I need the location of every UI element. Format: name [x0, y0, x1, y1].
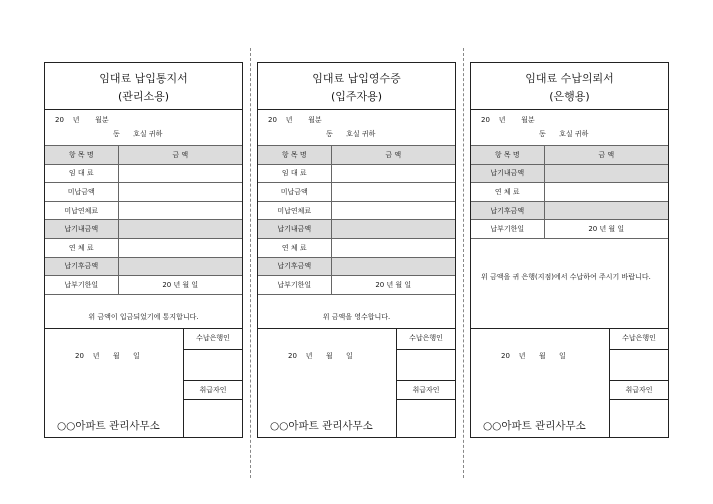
table-row [471, 164, 668, 183]
row-value[interactable] [118, 220, 242, 239]
office-name: ○○아파트 관리사무소 [483, 420, 586, 432]
cut-line-2 [463, 48, 464, 478]
table-header-row [45, 146, 242, 165]
row-label: 납부기한일 [45, 276, 118, 295]
table-row [258, 164, 455, 183]
table-row [471, 220, 668, 239]
row-value[interactable] [118, 257, 242, 276]
office-name: ○○아파트 관리사무소 [270, 420, 373, 432]
form-subtitle: (입주자용) [330, 90, 383, 103]
table-row [45, 164, 242, 183]
amount-table [471, 145, 668, 239]
notice-text: 위 금액이 입금되었기에 통지합니다. [88, 313, 199, 321]
row-value[interactable] [331, 183, 455, 202]
issue-date: 20 년 월 일 [75, 352, 140, 360]
stamp-box [183, 328, 242, 437]
row-value[interactable] [331, 257, 455, 276]
header-amount: 금 액 [331, 146, 455, 165]
table-row [45, 183, 242, 202]
dong-line: 동 호실 귀하 [113, 130, 163, 138]
notice-form-office [44, 62, 243, 438]
row-label: 미납금액 [258, 183, 331, 202]
amount-table [45, 145, 242, 295]
stamp-box [609, 328, 668, 437]
row-value[interactable] [544, 164, 668, 183]
handler-stamp-label: 취급자인 [397, 380, 455, 400]
table-row [471, 201, 668, 220]
row-label: 연 체 료 [45, 238, 118, 257]
table-row [258, 238, 455, 257]
form-title: 임대료 납입통지서 [99, 72, 188, 85]
table-header-row [258, 146, 455, 165]
row-value[interactable] [118, 201, 242, 220]
row-label: 미납연체료 [45, 201, 118, 220]
stamp-box [396, 328, 455, 437]
row-value[interactable] [331, 164, 455, 183]
row-label: 납기내금액 [258, 220, 331, 239]
notice-text: 위 금액을 영수합니다. [322, 313, 391, 321]
header-amount: 금 액 [544, 146, 668, 165]
bank-stamp-label: 수납은행인 [184, 328, 242, 350]
divider [258, 109, 455, 110]
table-row [471, 183, 668, 202]
form-subtitle: (관리소용) [117, 90, 170, 103]
due-date-value[interactable]: 20 년 월 일 [544, 220, 668, 239]
notice-text: 위 금액을 귀 은행(지점)에서 수납하여 주시기 바랍니다. [481, 273, 651, 281]
dong-line: 동 호실 귀하 [326, 130, 376, 138]
row-value[interactable] [118, 164, 242, 183]
row-value[interactable] [331, 220, 455, 239]
issue-date: 20 년 월 일 [501, 352, 566, 360]
row-label: 납기후금액 [258, 257, 331, 276]
header-item: 항 목 명 [45, 146, 118, 165]
divider [471, 109, 668, 110]
row-label: 납부기한일 [471, 220, 544, 239]
header-item: 항 목 명 [258, 146, 331, 165]
row-value[interactable] [544, 201, 668, 220]
office-name: ○○아파트 관리사무소 [57, 420, 160, 432]
month-line: 20 년 월분 [55, 116, 109, 124]
row-value[interactable] [118, 238, 242, 257]
table-row [45, 220, 242, 239]
table-row [258, 257, 455, 276]
row-value[interactable] [118, 183, 242, 202]
bank-stamp-label: 수납은행인 [397, 328, 455, 350]
table-row [45, 257, 242, 276]
row-value[interactable] [544, 183, 668, 202]
table-row [45, 276, 242, 295]
row-label: 납부기한일 [258, 276, 331, 295]
bank-stamp-label: 수납은행인 [610, 328, 668, 350]
row-label: 연 체 료 [258, 238, 331, 257]
row-label: 납기후금액 [45, 257, 118, 276]
due-date-value[interactable]: 20 년 월 일 [118, 276, 242, 295]
cut-line-1 [250, 48, 251, 478]
table-header-row [471, 146, 668, 165]
table-row [258, 220, 455, 239]
amount-table [258, 145, 455, 295]
row-value[interactable] [331, 201, 455, 220]
issue-date: 20 년 월 일 [288, 352, 353, 360]
row-label: 납기내금액 [45, 220, 118, 239]
form-title: 임대료 납입영수증 [312, 72, 401, 85]
form-title: 임대료 수납의뢰서 [525, 72, 614, 85]
header-item: 항 목 명 [471, 146, 544, 165]
divider [45, 109, 242, 110]
dong-line: 동 호실 귀하 [539, 130, 589, 138]
table-row [45, 238, 242, 257]
row-label: 임 대 료 [45, 164, 118, 183]
row-label: 미납연체료 [258, 201, 331, 220]
month-line: 20 년 월분 [268, 116, 322, 124]
receipt-form-tenant [257, 62, 456, 438]
table-row [45, 201, 242, 220]
table-row [258, 276, 455, 295]
handler-stamp-label: 취급자인 [610, 380, 668, 400]
month-line: 20 년 월분 [481, 116, 535, 124]
header-amount: 금 액 [118, 146, 242, 165]
row-label: 임 대 료 [258, 164, 331, 183]
row-value[interactable] [331, 238, 455, 257]
table-row [258, 183, 455, 202]
handler-stamp-label: 취급자인 [184, 380, 242, 400]
row-label: 연 체 료 [471, 183, 544, 202]
form-subtitle: (은행용) [549, 90, 590, 103]
row-label: 납기후금액 [471, 201, 544, 220]
row-label: 미납금액 [45, 183, 118, 202]
due-date-value[interactable]: 20 년 월 일 [331, 276, 455, 295]
payment-request-form-bank [470, 62, 669, 438]
table-row [258, 201, 455, 220]
row-label: 납기내금액 [471, 164, 544, 183]
